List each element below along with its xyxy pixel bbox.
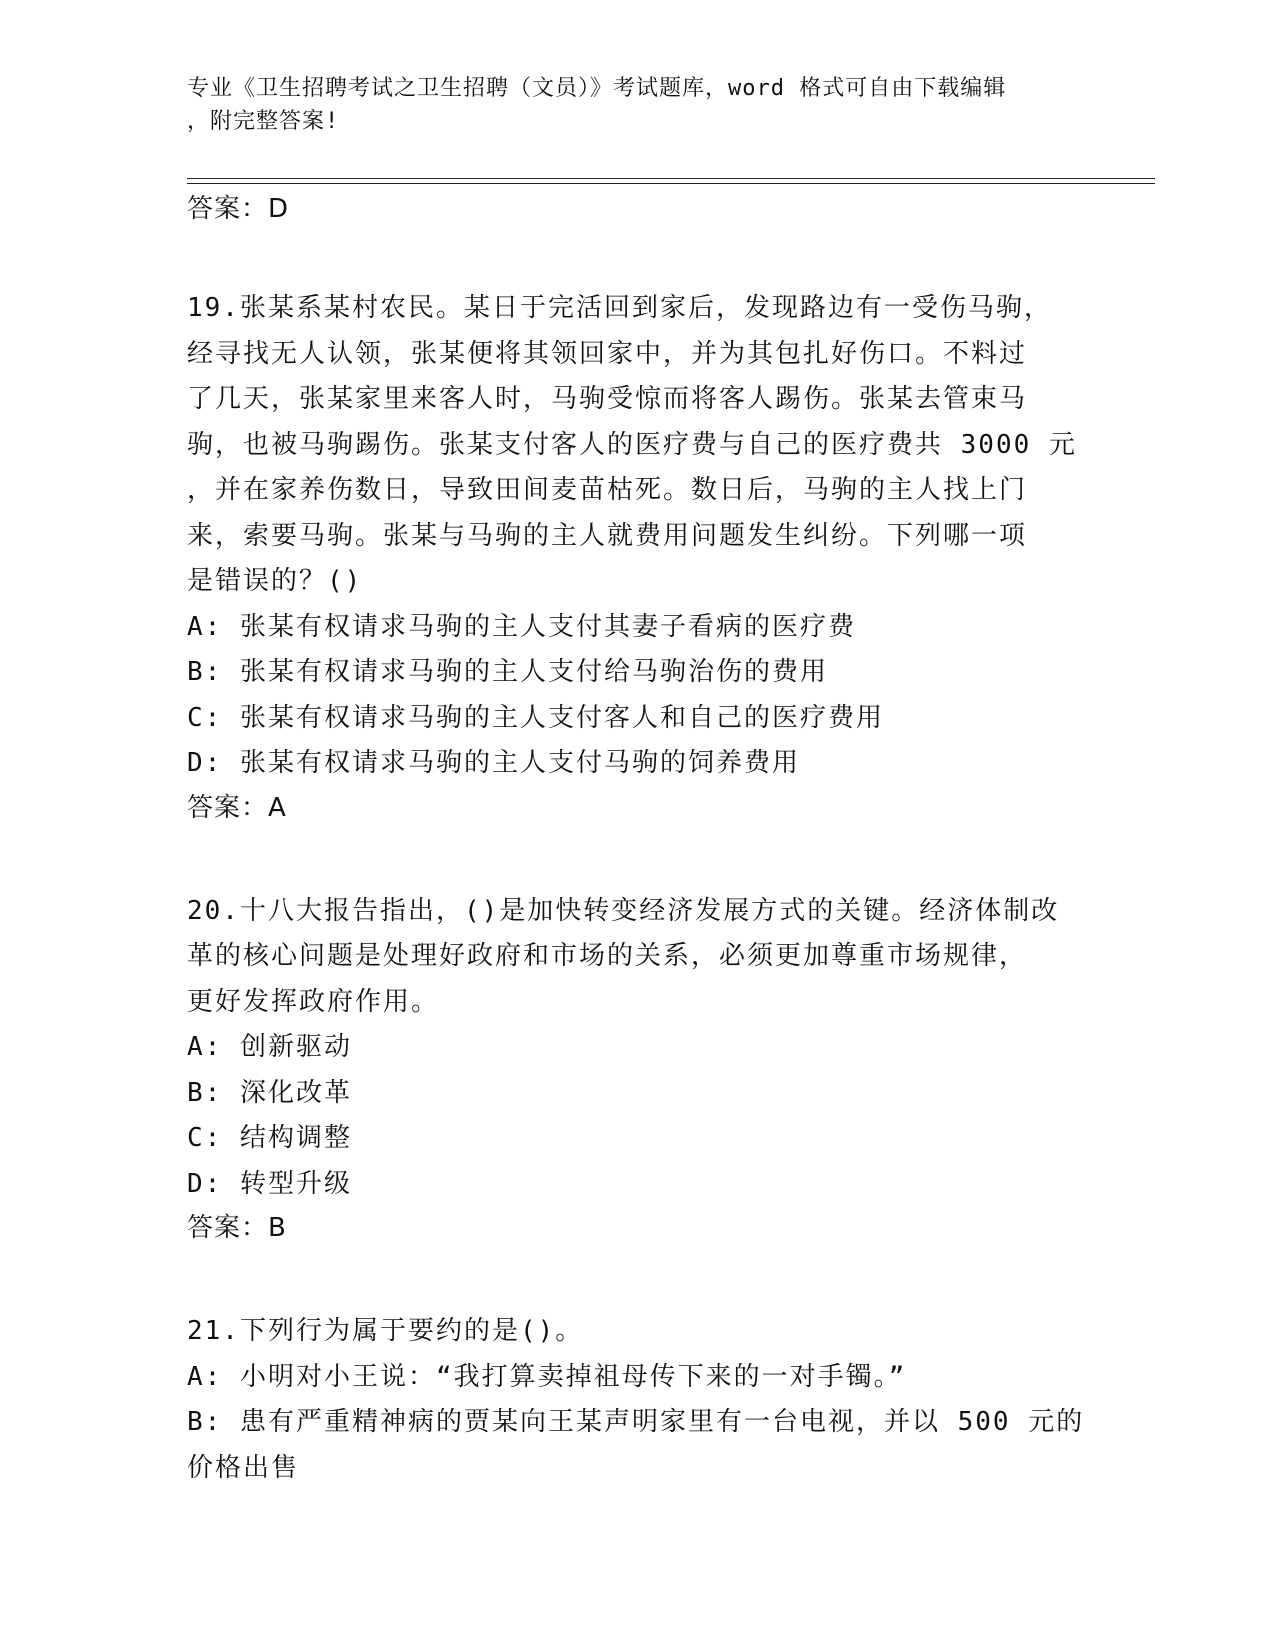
question-stem-line: 21.下列行为属于要约的是()。 bbox=[187, 1316, 584, 1346]
option-d: D: 张某有权请求马驹的主人支付马驹的饲养费用 bbox=[187, 748, 800, 778]
option-b: B: 张某有权请求马驹的主人支付给马驹治伤的费用 bbox=[187, 657, 828, 687]
option-b: B: 患有严重精神病的贾某向王某声明家里有一台电视，并以 500 元的 bbox=[187, 1407, 1085, 1437]
question-stem-line: 更好发挥政府作用。 bbox=[187, 986, 440, 1017]
question-20 bbox=[187, 889, 1087, 1208]
option-b-continued: 价格出售 bbox=[187, 1452, 300, 1483]
option-a: A: 创新驱动 bbox=[187, 1032, 352, 1062]
question-19 bbox=[187, 286, 1087, 787]
question-stem-line: 来，索要马驹。张某与马驹的主人就费用问题发生纠纷。下列哪一项 bbox=[187, 520, 1028, 551]
answer-20: 答案：B bbox=[187, 1213, 287, 1243]
question-stem-line: 是错误的？() bbox=[187, 566, 363, 596]
option-a: A: 张某有权请求马驹的主人支付其妻子看病的医疗费 bbox=[187, 611, 856, 642]
question-stem-line: 经寻找无人认领，张某便将其领回家中，并为其包扎好伤口。不料过 bbox=[187, 338, 1028, 369]
spacer bbox=[187, 837, 1087, 889]
question-stem-line: 了几天，张某家里来客人时，马驹受惊而将客人踢伤。张某去管束马 bbox=[187, 384, 1028, 414]
option-d: D: 转型升级 bbox=[187, 1168, 352, 1199]
question-stem-line: ，并在家养伤数日，导致田间麦苗枯死。数日后，马驹的主人找上门 bbox=[187, 475, 1028, 505]
document-body bbox=[187, 188, 1087, 1491]
header-line-2: ，附完整答案! bbox=[187, 109, 340, 134]
previous-answer: 答案：D bbox=[187, 194, 290, 224]
question-stem-line: 19.张某系某村农民。某日于完活回到家后，发现路边有一受伤马驹， bbox=[187, 293, 1052, 323]
question-21 bbox=[187, 1309, 1087, 1491]
question-stem-line: 20.十八大报告指出，()是加快转变经济发展方式的关键。经济体制改 bbox=[187, 895, 1060, 926]
answer-19: 答案：A bbox=[187, 792, 287, 823]
header-rule-bottom bbox=[187, 183, 1155, 184]
document-header bbox=[187, 72, 1067, 138]
option-c: C: 张某有权请求马驹的主人支付客人和自己的医疗费用 bbox=[187, 702, 884, 733]
question-stem-line: 革的核心问题是处理好政府和市场的关系，必须更加尊重市场规律， bbox=[187, 941, 1028, 971]
option-c: C: 结构调整 bbox=[187, 1123, 352, 1153]
header-line-1: 专业《卫生招聘考试之卫生招聘（文员）》考试题库，word 格式可自由下载编辑 bbox=[187, 76, 1007, 101]
spacer bbox=[187, 238, 1087, 286]
spacer bbox=[187, 1257, 1087, 1309]
option-a: A: 小明对小王说：“我打算卖掉祖母传下来的一对手镯。” bbox=[187, 1361, 907, 1392]
option-b: B: 深化改革 bbox=[187, 1077, 352, 1108]
header-rule-top bbox=[187, 178, 1155, 179]
question-stem-line: 驹，也被马驹踢伤。张某支付客人的医疗费与自己的医疗费共 3000 元 bbox=[187, 429, 1077, 460]
